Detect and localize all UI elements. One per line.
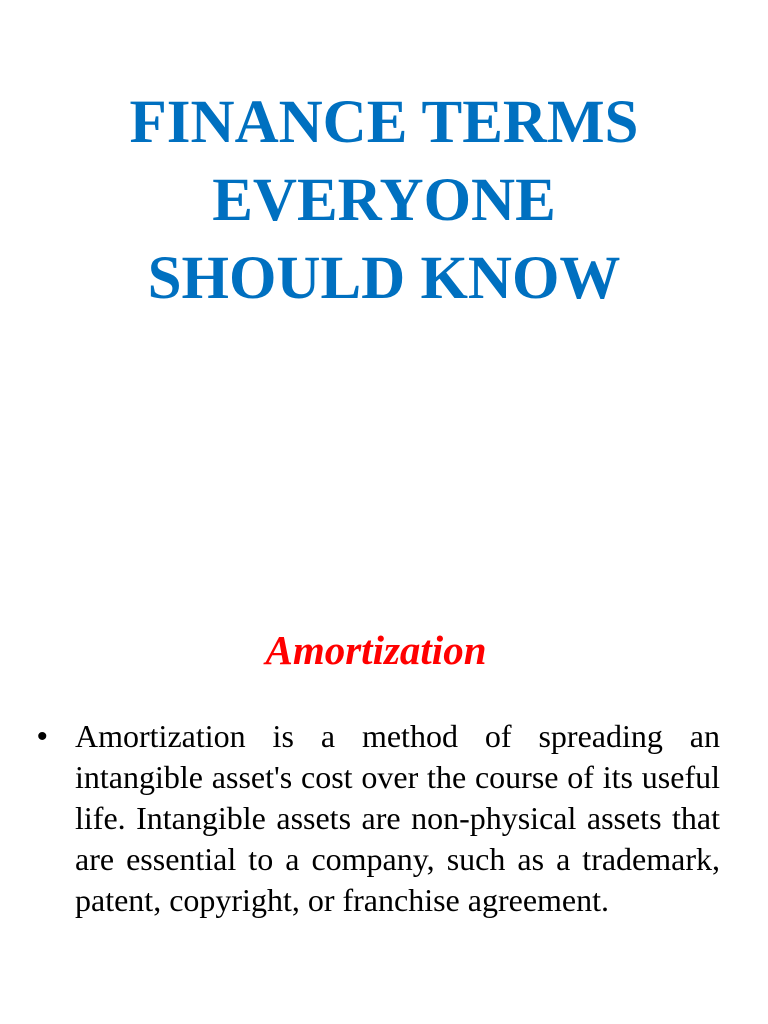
definition-bullet [35,716,720,921]
bullet-icon: • [37,720,48,753]
page-title [0,84,768,318]
definition-text: Amortization is a method of spreading an intangible asset's cost over the course of its useful life. Intangible assets are non-physical assets that are essential to a company, such as a trademark, patent, copyright, or franchise agreement. [75,718,720,918]
title-line-2: EVERYONE [212,167,556,234]
definition-list [35,716,720,921]
title-line-3: SHOULD KNOW [147,245,621,312]
term-slide [0,512,768,1024]
title-line-1: FINANCE TERMS [129,89,639,156]
term-heading: Amortization [265,627,487,673]
